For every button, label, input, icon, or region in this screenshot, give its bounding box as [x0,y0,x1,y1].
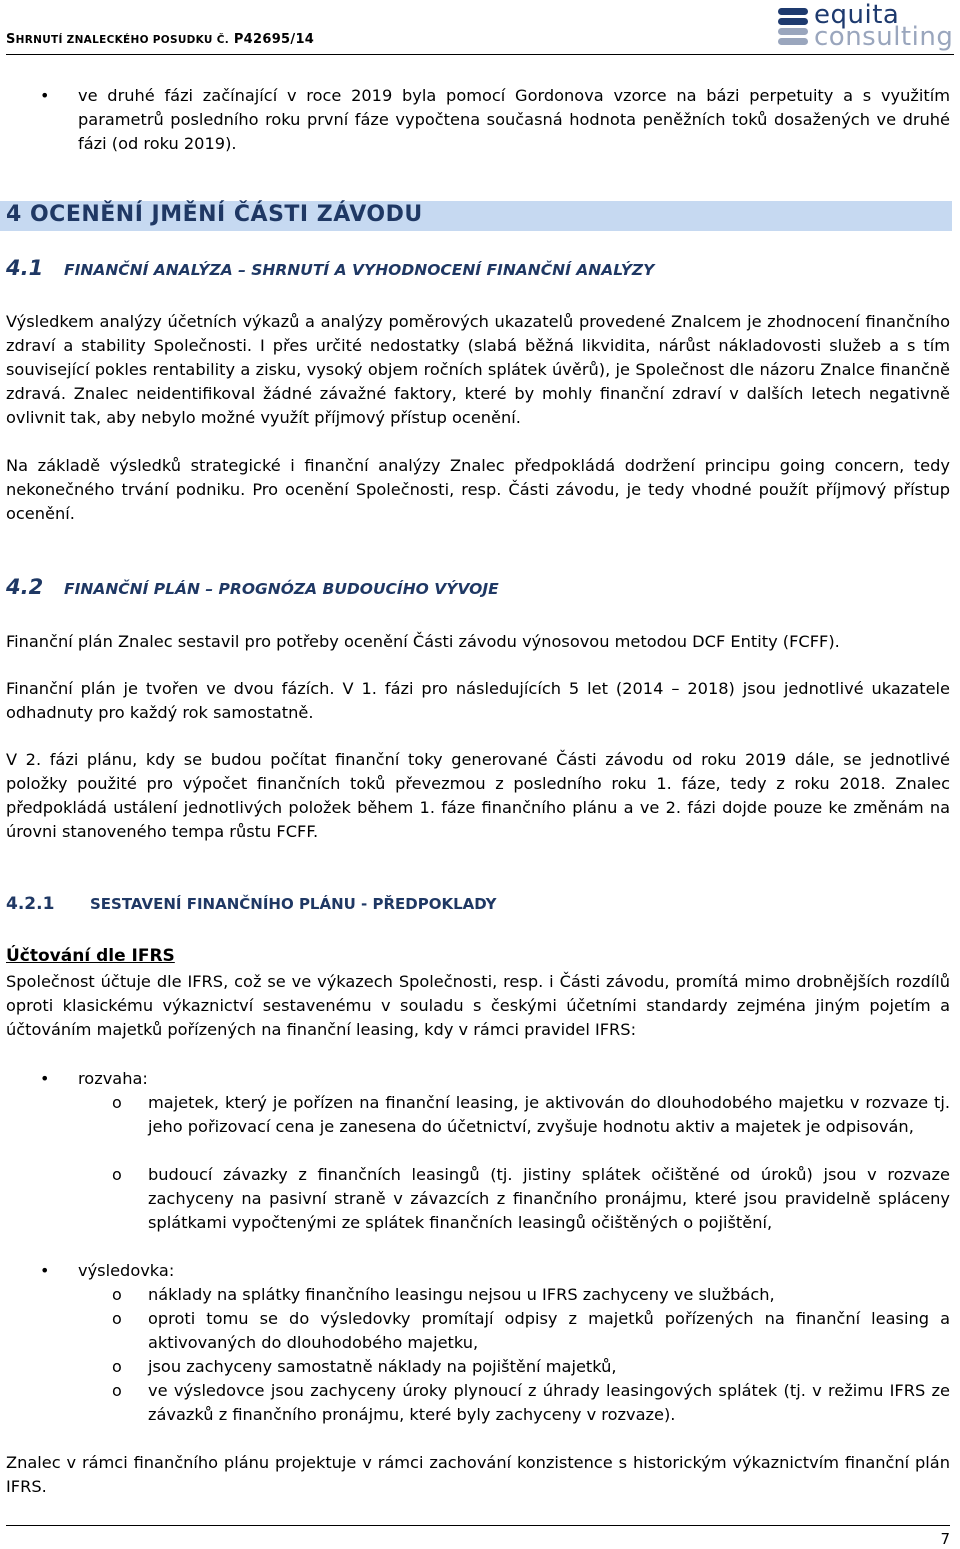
header-divider [6,54,954,55]
sub-bullet-icon: o [112,1093,122,1112]
sub-bullet-icon: o [112,1309,122,1328]
bullet-icon: • [40,1069,50,1088]
section-4-1-number: 4.1 [6,256,44,280]
vysledovka-item: ve výsledovce jsou zachyceny úroky plynoucí z úhrady leasingových splátek (tj. v režimu IFRS ze závazků z finančního pronájmu, které byly zachyceny v rozvaze). [148,1381,950,1424]
footer-divider [6,1525,950,1526]
sub-bullet-icon: o [112,1285,122,1304]
logo-mark-icon [776,6,812,46]
section-4-2-paragraph-2: Finanční plán je tvořen ve dvou fázích. V 1. fázi pro následujících 5 let (2014 – 2018) jsou jednotlivé ukazatele odhadnuty pro každý rok samostatně. [6,679,950,722]
logo-text-equita: equita [814,0,900,30]
section-4-1-paragraph-2: Na základě výsledků strategické i finanční analýzy Znalec předpokládá dodržení principu going concern, tedy nekonečného trvání podniku. Pro ocenění Společnosti, resp. Části závodu, je tedy vhodné použít příjmový přístup ocenění. [6,456,950,523]
logo-text-consulting: consulting [814,22,954,52]
section-4-2-title: FINANČNÍ PLÁN – PROGNÓZA BUDOUCÍHO VÝVOJE [64,580,499,598]
section-4-2-1-title: SESTAVENÍ FINANČNÍHO PLÁNU - PŘEDPOKLADY [90,895,497,913]
section-4-1-title: FINANČNÍ ANALÝZA – SHRNUTÍ A VYHODNOCENÍ FINANČNÍ ANALÝZY [64,261,655,279]
page-header [6,0,954,58]
bullet-icon: • [40,86,50,105]
rozvaha-item: budoucí závazky z finančních leasingů (tj. jistiny splátek očištěné od úroků) jsou v rozvaze zachyceny na pasivní straně v závazcích z finančního pronájmu, které jsou pravidelně spláceny splátkami vypočtenými ze splátek finančních leasingů očištěných o pojištění, [148,1165,950,1232]
section-4-1-paragraph-1: Výsledkem analýzy účetních výkazů a analýzy poměrových ukazatelů provedené Znalcem je zhodnocení finančního zdraví a stability Společnosti. I přes určité nedostatky (slabá běžná likvidita, nárůst nákladovosti služeb a s tím související pokles rentability a zisku, vysoký objem ročních splátek úvěrů), je Společnost dle názoru Znalce finančně zdravá. Znalec neidentifikoval žádné závažné faktory, které by mohly finanční zdraví v dalších letech negativně ovlivnit tak, aby nebylo možné využít příjmový přístup ocenění. [6,312,950,427]
sub-bullet-icon: o [112,1165,122,1184]
section-4-heading [0,201,952,231]
rozvaha-label: rozvaha: [78,1069,148,1088]
section-4-2-1-number: 4.2.1 [6,894,55,914]
vysledovka-item: náklady na splátky finančního leasingu nejsou u IFRS zachyceny ve službách, [148,1285,775,1304]
page-number: 7 [940,1530,950,1548]
section-4-2-paragraph-1: Finanční plán Znalec sestavil pro potřeby ocenění Části závodu výnosovou metodou DCF Entity (FCFF). [6,632,840,651]
company-logo [776,0,954,52]
ifrs-paragraph: Společnost účtuje dle IFRS, což se ve výkazech Společnosti, resp. i Části závodu, promítá mimo drobnějších rozdílů oproti klasickému výkaznictví sestavenému v souladu s českými účetními standardy zejména jiným pojetím a účtováním majetků pořízených na finanční leasing, kdy v rámci pravidel IFRS: [6,972,950,1039]
intro-bullet-text: ve druhé fázi začínající v roce 2019 byla pomocí Gordonova vzorce na bázi perpetuity a s využitím parametrů posledního roku první fáze vypočtena současná hodnota peněžních toků dosažených ve druhé fázi (od roku 2019). [78,86,950,153]
rozvaha-item: majetek, který je pořízen na finanční leasing, je aktivován do dlouhodobého majetku v rozvaze tj. jeho pořizovací cena je zanesena do účetnictví, zvyšuje hodnotu aktiv a majetek je odpisován, [148,1093,950,1136]
section-4-2-paragraph-3: V 2. fázi plánu, kdy se budou počítat finanční toky generované Části závodu od roku 2019 dále, se jednotlivé položky použité pro výpočet finančních toků převezmou z posledního roku 1. fáze, tedy z roku 2018. Znalec předpokládá ustálení jednotlivých položek během 1. fáze finančního plánu a ve 2. fázi dojde pouze ke změnám na úrovni stanoveného tempa růstu FCFF. [6,750,950,841]
vysledovka-item: oproti tomu se do výsledovky promítají odpisy z majetků pořízených na finanční leasing a aktivovaných do dlouhodobého majetku, [148,1309,950,1352]
closing-paragraph: Znalec v rámci finančního plánu projektuje v rámci zachování konzistence s historickým výkaznictvím finanční plán IFRS. [6,1453,950,1496]
sub-bullet-icon: o [112,1357,122,1376]
sub-bullet-icon: o [112,1381,122,1400]
vysledovka-item: jsou zachyceny samostatně náklady na pojištění majetků, [148,1357,617,1376]
subheading-ifrs: Účtování dle IFRS [6,946,175,966]
section-4-title: 4 OCENĚNÍ JMĚNÍ ČÁSTI ZÁVODU [6,202,423,227]
section-4-2-number: 4.2 [6,575,44,599]
header-title: SHRNUTÍ ZNALECKÉHO POSUDKU Č. P42695/14 [6,32,315,47]
vysledovka-label: výsledovka: [78,1261,175,1280]
bullet-icon: • [40,1261,50,1280]
